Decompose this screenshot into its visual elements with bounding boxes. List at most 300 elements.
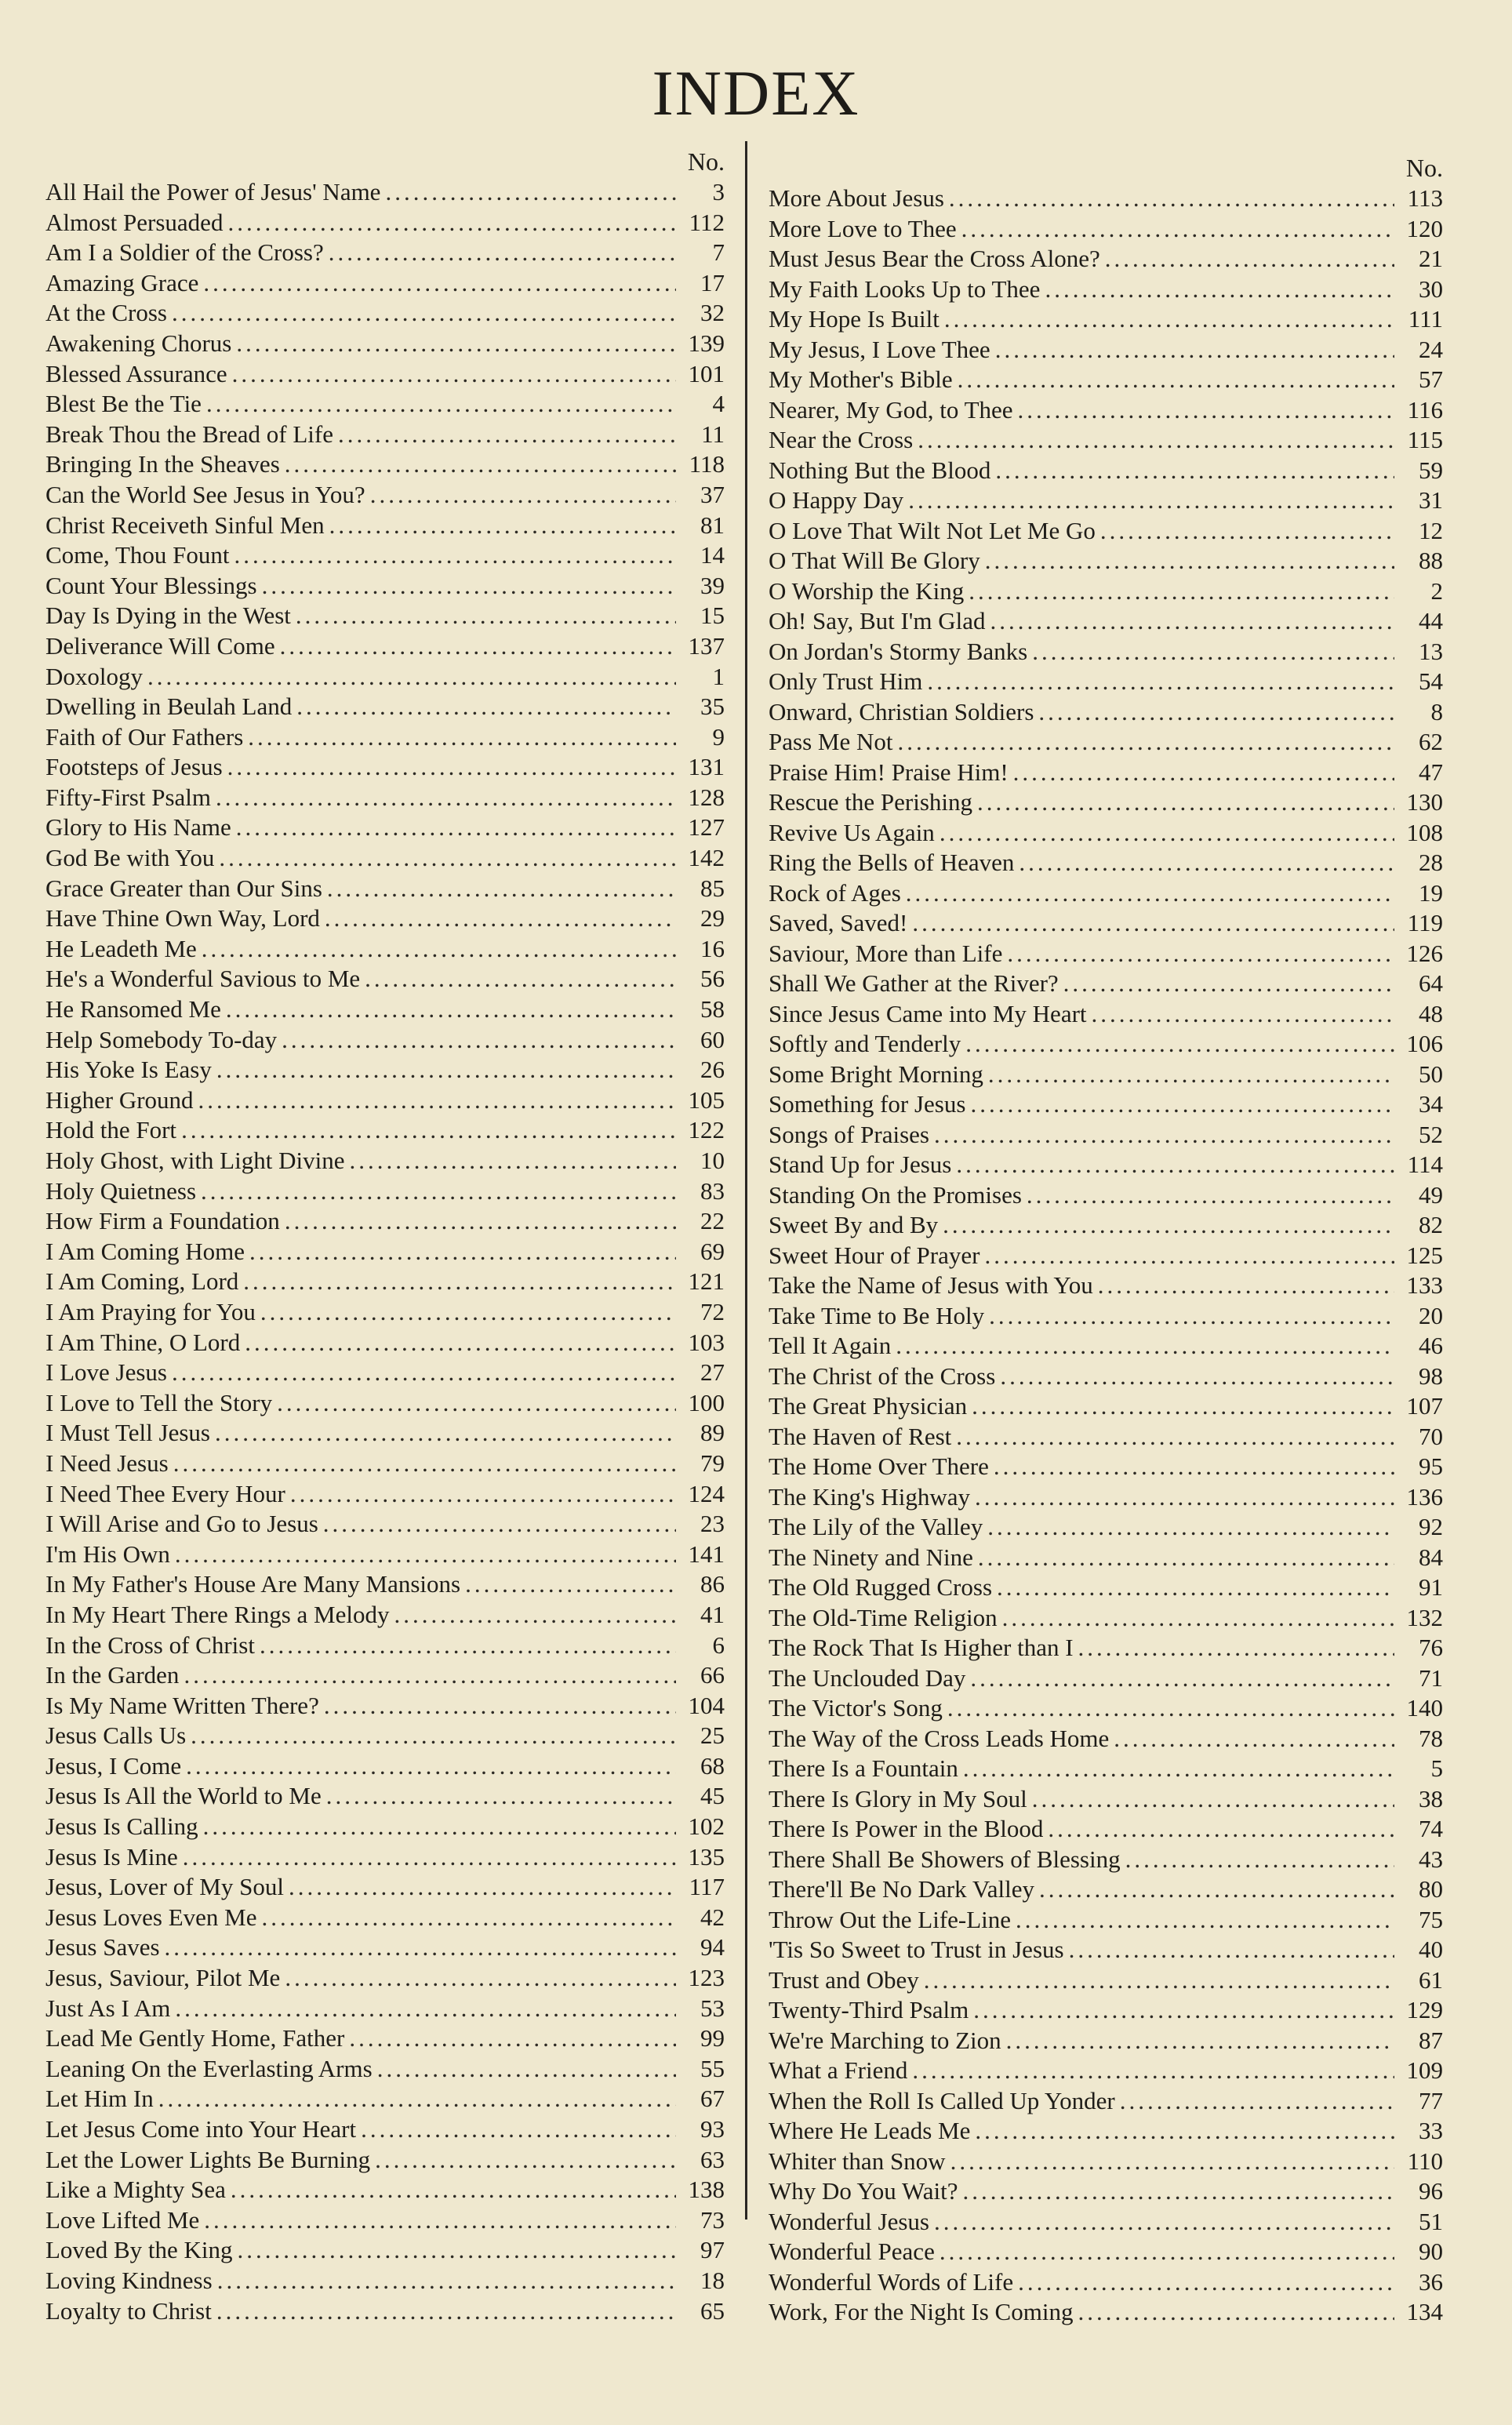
dot-leader — [1045, 274, 1394, 305]
index-entry — [45, 1176, 725, 1207]
dot-leader — [963, 2176, 1395, 2207]
index-entry — [769, 606, 1443, 637]
hymn-title: Onward, Christian Soldiers — [769, 697, 1034, 725]
dot-leader — [977, 787, 1394, 818]
dot-leader — [216, 2296, 676, 2327]
index-entry — [769, 1029, 1443, 1060]
hymn-title: O That Will Be Glory — [769, 547, 980, 574]
hymn-number: 30 — [1419, 274, 1443, 303]
dot-leader — [215, 1418, 676, 1449]
hymn-number: 59 — [1419, 456, 1443, 484]
dot-leader — [277, 1388, 676, 1419]
index-entry — [45, 843, 725, 874]
hymn-title: Day Is Dying in the West — [45, 602, 291, 630]
hymn-number: 140 — [1406, 1694, 1443, 1721]
hymn-title: Deliverance Will Come — [45, 631, 275, 660]
hymn-number: 76 — [1419, 1634, 1443, 1661]
index-entry — [769, 1543, 1443, 1573]
hymn-title: The Way of the Cross Leads Home — [769, 1724, 1110, 1752]
dot-leader — [181, 1115, 676, 1146]
hymn-title: The Old-Time Religion — [769, 1603, 998, 1631]
index-entry — [769, 1362, 1443, 1392]
dot-leader — [1078, 1633, 1394, 1663]
index-column-right — [769, 146, 1443, 2328]
dot-leader — [995, 456, 1394, 486]
page-title: INDEX — [652, 57, 860, 129]
dot-leader — [296, 601, 676, 631]
hymn-title: Hold the Fort — [45, 1116, 177, 1144]
dot-leader — [940, 2237, 1394, 2267]
hymn-title: Awakening Chorus — [45, 329, 232, 357]
hymn-number: 100 — [688, 1388, 725, 1416]
hymn-number: 82 — [1419, 1211, 1443, 1238]
dot-leader — [202, 934, 676, 965]
hymn-title: Jesus Is Calling — [45, 1812, 198, 1841]
index-entry — [45, 1509, 725, 1540]
hymn-number: 119 — [1407, 909, 1443, 936]
index-entry — [45, 329, 725, 359]
hymn-number: 13 — [1419, 637, 1443, 665]
dot-leader — [973, 1995, 1394, 2026]
hymn-number: 72 — [700, 1297, 725, 1325]
hymn-title: The Unclouded Day — [769, 1663, 966, 1692]
hymn-number: 111 — [1408, 305, 1443, 333]
index-entry — [45, 511, 725, 541]
index-entry — [45, 2296, 725, 2327]
hymn-number: 93 — [700, 2115, 725, 2143]
index-entry — [769, 516, 1443, 547]
dot-leader — [203, 268, 676, 299]
hymn-title: I Am Praying for You — [45, 1297, 256, 1325]
hymn-number: 23 — [700, 1510, 725, 1538]
hymn-title: Nearer, My God, to Thee — [769, 395, 1013, 424]
hymn-title: Count Your Blessings — [45, 571, 257, 599]
hymn-number: 44 — [1419, 607, 1443, 634]
index-entry — [45, 1358, 725, 1388]
index-entry — [45, 2205, 725, 2236]
hymn-title: Near the Cross — [769, 426, 914, 453]
dot-leader — [1098, 1271, 1394, 1301]
hymn-number: 110 — [1407, 2147, 1443, 2175]
hymn-number: 49 — [1419, 1180, 1443, 1209]
index-entry — [45, 1540, 725, 1570]
dot-leader — [912, 2056, 1394, 2086]
dot-leader — [147, 662, 676, 693]
hymn-number: 79 — [700, 1449, 725, 1477]
dot-leader — [216, 1055, 676, 1085]
hymn-number: 136 — [1406, 1482, 1443, 1511]
index-entry — [769, 546, 1443, 576]
dot-leader — [227, 208, 676, 238]
index-entry — [769, 2297, 1443, 2328]
dot-leader — [994, 1452, 1394, 1482]
dot-leader — [912, 908, 1394, 939]
hymn-number: 106 — [1406, 1030, 1443, 1057]
hymn-title: Oh! Say, But I'm Glad — [769, 607, 986, 634]
index-entry — [45, 2175, 725, 2205]
index-entry — [45, 389, 725, 420]
hymn-title: Jesus, Lover of My Soul — [45, 1873, 284, 1901]
dot-leader — [908, 485, 1394, 516]
index-entry — [769, 214, 1443, 245]
dot-leader — [183, 1842, 676, 1873]
index-entry — [769, 939, 1443, 969]
hymn-number: 12 — [1419, 516, 1443, 544]
hymn-number: 35 — [700, 693, 725, 721]
dot-leader — [1032, 1784, 1394, 1815]
hymn-title: Like a Mighty Sea — [45, 2176, 226, 2204]
hymn-title: In the Cross of Christ — [45, 1631, 255, 1659]
dot-leader — [365, 964, 676, 994]
hymn-title: I Need Jesus — [45, 1449, 169, 1477]
hymn-number: 112 — [689, 208, 725, 236]
index-entry — [45, 1781, 725, 1812]
hymn-title: How Firm a Foundation — [45, 1207, 280, 1235]
hymn-title: Wonderful Peace — [769, 2238, 935, 2265]
hymn-title: I Will Arise and Go to Jesus — [45, 1510, 318, 1538]
dot-leader — [249, 1237, 676, 1267]
dot-leader — [290, 1479, 676, 1510]
dot-leader — [987, 1512, 1394, 1543]
index-entry — [769, 335, 1443, 365]
hymn-title: Is My Name Written There? — [45, 1691, 319, 1719]
index-entry — [769, 1693, 1443, 1724]
hymn-number: 77 — [1419, 2086, 1443, 2114]
index-entry — [769, 697, 1443, 728]
hymn-title: I Am Coming Home — [45, 1237, 245, 1265]
index-entry — [769, 1572, 1443, 1603]
dot-leader — [325, 903, 676, 934]
hymn-number: 71 — [1419, 1663, 1443, 1692]
dot-leader — [934, 2207, 1394, 2238]
dot-leader — [191, 1721, 676, 1751]
dot-leader — [961, 214, 1394, 245]
index-entry — [769, 758, 1443, 788]
dot-leader — [972, 1391, 1394, 1422]
dot-leader — [944, 304, 1394, 335]
index-entry — [45, 1660, 725, 1691]
index-entry — [45, 1206, 725, 1237]
hymn-number: 61 — [1419, 1965, 1443, 1994]
hymn-number: 19 — [1419, 878, 1443, 907]
hymn-number: 139 — [688, 329, 725, 357]
hymn-title: All Hail the Power of Jesus' Name — [45, 178, 381, 205]
dot-leader — [940, 818, 1394, 849]
hymn-title: He's a Wonderful Savious to Me — [45, 965, 361, 993]
index-entry — [769, 1210, 1443, 1241]
hymn-title: Let Him In — [45, 2085, 154, 2113]
dot-leader — [260, 1297, 676, 1328]
hymn-title: The Rock That Is Higher than I — [769, 1634, 1074, 1661]
hymn-number: 99 — [700, 2024, 725, 2052]
hymn-number: 40 — [1419, 1936, 1443, 1963]
hymn-number: 52 — [1419, 1120, 1443, 1148]
dot-leader — [1018, 395, 1394, 426]
hymn-number: 18 — [700, 2266, 725, 2294]
hymn-title: Break Thou the Bread of Life — [45, 420, 333, 448]
index-entry — [769, 1391, 1443, 1422]
index-entry — [45, 2235, 725, 2266]
index-entry — [45, 1449, 725, 1479]
hymn-title: More About Jesus — [769, 184, 944, 212]
index-entry — [769, 456, 1443, 486]
column-divider — [745, 141, 747, 2220]
hymn-title: At the Cross — [45, 299, 167, 327]
dot-leader — [262, 571, 676, 602]
dot-leader — [329, 511, 676, 541]
hymn-title: Revive Us Again — [769, 818, 935, 846]
hymn-number: 102 — [688, 1812, 725, 1841]
dot-leader — [172, 298, 676, 329]
dot-leader — [338, 420, 676, 450]
index-entry — [769, 908, 1443, 939]
hymn-title: In My Heart There Rings a Melody — [45, 1600, 390, 1628]
hymn-number: 7 — [712, 238, 725, 267]
hymn-title: Love Lifted Me — [45, 2205, 200, 2234]
hymn-number: 14 — [700, 541, 725, 569]
hymn-number: 65 — [700, 2296, 725, 2325]
index-entry — [769, 848, 1443, 878]
hymn-number: 46 — [1419, 1332, 1443, 1359]
hymn-title: Stand Up for Jesus — [769, 1151, 952, 1178]
hymn-title: I'm His Own — [45, 1540, 170, 1568]
index-entry — [45, 1691, 725, 1721]
hymn-number: 43 — [1419, 1845, 1443, 1873]
dot-leader — [285, 1963, 676, 1994]
index-entry — [45, 449, 725, 480]
dot-leader — [173, 1449, 676, 1479]
index-entry — [45, 2114, 725, 2145]
dot-leader — [947, 1693, 1394, 1724]
dot-leader — [965, 1029, 1394, 1060]
index-entry — [45, 1388, 725, 1419]
number-header: No. — [687, 147, 725, 176]
dot-leader — [236, 813, 676, 843]
hymn-title: Dwelling in Beulah Land — [45, 693, 293, 721]
hymn-number: 53 — [700, 1994, 725, 2022]
hymn-title: Why Do You Wait? — [769, 2177, 958, 2205]
dot-leader — [219, 843, 676, 874]
hymn-number: 134 — [1406, 2298, 1443, 2325]
dot-leader — [1016, 1905, 1394, 1936]
dot-leader — [975, 1482, 1394, 1513]
hymn-title: Bringing In the Sheaves — [45, 450, 280, 478]
dot-leader — [988, 1060, 1394, 1090]
index-entry — [769, 2176, 1443, 2207]
hymn-title: Jesus Is All the World to Me — [45, 1782, 322, 1810]
hymn-title: Christ Receiveth Sinful Men — [45, 511, 325, 539]
dot-leader — [216, 783, 676, 813]
hymn-number: 84 — [1419, 1543, 1443, 1571]
hymn-title: Something for Jesus — [769, 1090, 966, 1118]
dot-leader — [1013, 758, 1394, 788]
index-entry — [45, 2266, 725, 2296]
hymn-title: Take Time to Be Holy — [769, 1301, 985, 1329]
index-entry — [769, 304, 1443, 335]
hymn-title: There Is Power in the Blood — [769, 1815, 1044, 1842]
hymn-title: Have Thine Own Way, Lord — [45, 904, 320, 933]
hymn-title: In the Garden — [45, 1661, 180, 1689]
hymn-title: Some Bright Morning — [769, 1060, 983, 1088]
hymn-title: There Is a Fountain — [769, 1754, 958, 1782]
dot-leader — [370, 480, 676, 511]
hymn-number: 50 — [1419, 1060, 1443, 1088]
index-entry — [769, 878, 1443, 909]
hymn-title: The Old Rugged Cross — [769, 1573, 993, 1601]
hymn-title: I Am Coming, Lord — [45, 1267, 239, 1296]
hymn-number: 117 — [689, 1873, 725, 1901]
hymn-number: 51 — [1419, 2207, 1443, 2235]
hymn-number: 4 — [712, 390, 725, 418]
hymn-title: Sweet By and By — [769, 1211, 939, 1238]
index-entry — [769, 1150, 1443, 1180]
hymn-number: 124 — [688, 1479, 725, 1507]
index-entry — [45, 1751, 725, 1782]
index-entry — [45, 540, 725, 571]
index-entry — [45, 2084, 725, 2114]
dot-leader — [236, 329, 676, 359]
hymn-number: 9 — [712, 722, 725, 751]
hymn-title: I Must Tell Jesus — [45, 1419, 210, 1447]
hymn-number: 127 — [688, 813, 725, 842]
hymn-title: He Leadeth Me — [45, 934, 197, 962]
index-entry — [45, 298, 725, 329]
index-entry — [769, 1603, 1443, 1634]
index-entry — [769, 274, 1443, 305]
hymn-title: Nothing But the Blood — [769, 456, 991, 484]
hymn-number: 69 — [700, 1237, 725, 1265]
dot-leader — [978, 1543, 1394, 1573]
index-entry — [45, 268, 725, 299]
dot-leader — [969, 576, 1394, 607]
hymn-title: Almost Persuaded — [45, 208, 224, 236]
index-entry — [769, 1905, 1443, 1936]
hymn-title: The Christ of the Cross — [769, 1362, 996, 1390]
dot-leader — [1038, 697, 1394, 728]
dot-leader — [198, 1085, 676, 1116]
hymn-number: 133 — [1406, 1271, 1443, 1299]
index-entry — [45, 662, 725, 693]
index-entry — [45, 359, 725, 390]
index-column-left — [45, 146, 725, 2326]
hymn-title: Twenty-Third Psalm — [769, 1996, 969, 2023]
dot-leader — [204, 2205, 676, 2236]
dot-leader — [1007, 939, 1394, 969]
dot-leader — [1027, 1180, 1394, 1211]
dot-leader — [377, 2054, 676, 2085]
dot-leader — [285, 1206, 676, 1237]
hymn-title: Songs of Praises — [769, 1120, 929, 1148]
hymn-number: 5 — [1430, 1754, 1443, 1782]
dot-leader — [206, 389, 676, 420]
index-entry — [769, 1754, 1443, 1784]
index-entry — [769, 667, 1443, 697]
dot-leader — [280, 631, 676, 662]
hymn-number: 90 — [1419, 2238, 1443, 2265]
index-entry — [769, 395, 1443, 426]
hymn-title: O Love That Wilt Not Let Me Go — [769, 516, 1096, 544]
dot-leader — [465, 1569, 676, 1600]
index-entry — [45, 1994, 725, 2024]
hymn-number: 11 — [701, 420, 725, 448]
hymn-number: 88 — [1419, 547, 1443, 574]
index-entry — [769, 1965, 1443, 1996]
hymn-title: Doxology — [45, 662, 143, 690]
hymn-title: O Worship the King — [769, 576, 965, 605]
hymn-number: 109 — [1406, 2056, 1443, 2084]
hymn-number: 1 — [712, 662, 725, 690]
index-entry — [45, 813, 725, 843]
dot-leader — [282, 1025, 676, 1056]
index-entry — [45, 1721, 725, 1751]
dot-leader — [385, 177, 676, 208]
dot-leader — [1006, 2026, 1394, 2056]
hymn-number: 20 — [1419, 1301, 1443, 1329]
hymn-number: 54 — [1419, 667, 1443, 695]
hymn-title: Wonderful Jesus — [769, 2207, 929, 2235]
index-entry — [45, 1418, 725, 1449]
hymn-number: 108 — [1406, 818, 1443, 846]
index-entry — [769, 485, 1443, 516]
index-entry — [769, 1663, 1443, 1694]
index-entry — [45, 934, 725, 965]
dot-leader — [227, 752, 676, 783]
hymn-title: Am I a Soldier of the Cross? — [45, 238, 324, 267]
hymn-title: Shall We Gather at the River? — [769, 969, 1059, 997]
hymn-number: 116 — [1407, 395, 1443, 424]
hymn-number: 56 — [700, 965, 725, 993]
index-entry — [769, 1422, 1443, 1452]
index-entry — [45, 177, 725, 208]
dot-leader — [289, 1872, 676, 1903]
index-entry — [45, 1146, 725, 1176]
hymn-title: There Is Glory in My Soul — [769, 1784, 1027, 1812]
hymn-number: 123 — [688, 1964, 725, 1992]
number-header: No. — [1405, 154, 1443, 182]
hymn-number: 141 — [688, 1540, 725, 1568]
index-entry — [769, 1241, 1443, 1271]
hymn-title: Jesus, I Come — [45, 1751, 182, 1780]
dot-leader — [1018, 2267, 1394, 2298]
index-entry — [769, 2116, 1443, 2147]
index-entry — [45, 994, 725, 1025]
hymn-number: 98 — [1419, 1362, 1443, 1390]
index-entry — [769, 2056, 1443, 2086]
hymn-title: Since Jesus Came into My Heart — [769, 999, 1087, 1027]
index-entry — [45, 1812, 725, 1842]
index-entry — [769, 637, 1443, 667]
dot-leader — [1125, 1845, 1394, 1875]
hymn-number: 118 — [689, 450, 725, 478]
dot-leader — [175, 1994, 676, 2024]
dot-leader — [943, 1210, 1394, 1241]
hymn-title: The Haven of Rest — [769, 1422, 952, 1450]
hymn-title: Footsteps of Jesus — [45, 753, 223, 781]
dot-leader — [989, 1301, 1394, 1332]
hymn-number: 62 — [1419, 728, 1443, 755]
dot-leader — [990, 606, 1394, 637]
hymn-number: 103 — [688, 1328, 725, 1356]
index-entry — [45, 480, 725, 511]
index-entry — [45, 1237, 725, 1267]
hymn-number: 15 — [700, 602, 725, 630]
index-entry — [769, 365, 1443, 395]
index-entry — [769, 425, 1443, 456]
dot-leader — [172, 1358, 676, 1388]
dot-leader — [248, 722, 676, 753]
hymn-number: 114 — [1407, 1151, 1443, 1178]
index-entry — [45, 238, 725, 268]
